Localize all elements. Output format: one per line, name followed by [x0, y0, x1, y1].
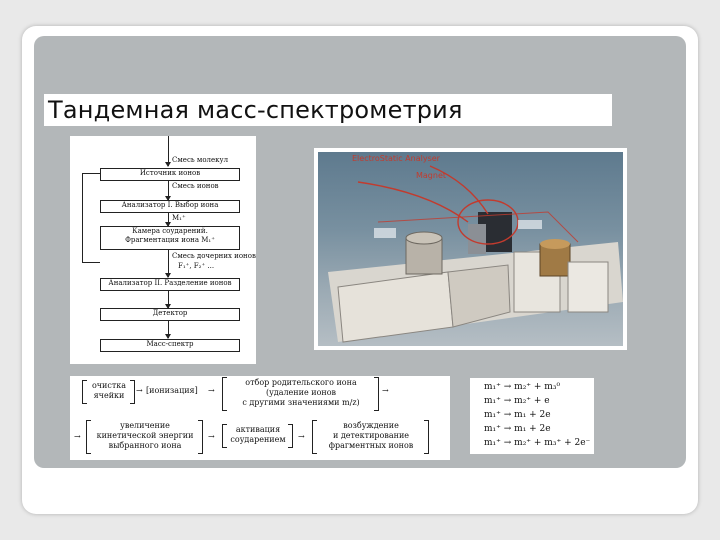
step-activation-1: активация — [235, 425, 281, 434]
label-magnet: Magnet — [416, 171, 447, 180]
step-select-1: отбор родительского иона — [245, 378, 357, 387]
bracket-right — [374, 377, 379, 411]
instrument-image — [318, 152, 623, 346]
box-spectrum: Масс-спектр — [100, 339, 240, 352]
step-excite-1: возбуждение — [343, 421, 399, 430]
equation-2: m₁⁺ → m₂⁺ + e — [484, 396, 550, 406]
page-title: Тандемная масс-спектрометрия — [44, 94, 612, 126]
step-cleaning-2: ячейки — [93, 391, 125, 400]
box-analyzer-2: Анализатор II. Разделение ионов — [100, 278, 240, 291]
equation-1: m₁⁺ → m₂⁺ + m₃⁰ — [484, 382, 561, 392]
arrow-1: → — [136, 386, 143, 395]
instrument-illustration — [318, 152, 623, 346]
label-daughters: Смесь дочерних ионов — [172, 252, 256, 260]
instrument-photo — [314, 148, 627, 350]
reaction-equations — [470, 378, 594, 454]
flow-arrow — [168, 136, 169, 166]
flow-arrow — [168, 290, 169, 308]
vacuum-tick — [82, 262, 100, 263]
step-select-2: (удаление ионов — [265, 388, 337, 397]
vacuum-tick — [82, 173, 100, 174]
arrow-3: → — [382, 386, 389, 395]
step-excite-3: фрагментных ионов — [328, 441, 414, 450]
flowchart — [70, 136, 256, 364]
box-collision-cell — [100, 226, 240, 250]
step-ionization: [ионизация] — [146, 386, 198, 395]
step-increase-1: увеличение — [120, 421, 170, 430]
arrow-6: → — [298, 432, 305, 441]
bracket-right — [288, 424, 293, 448]
label-molecules: Смесь молекул — [172, 156, 229, 164]
step-increase-3: выбранного иона — [108, 441, 182, 450]
arrow-4: → — [74, 432, 81, 441]
flow-arrow — [168, 180, 169, 200]
arrow-5: → — [208, 432, 215, 441]
equation-3: m₁⁺ → m₁ + 2e — [484, 410, 551, 420]
flow-arrow — [168, 320, 169, 338]
bracket-right — [424, 420, 429, 454]
step-activation-2: соударением — [230, 435, 286, 444]
step-select-3: с другими значениями m/z) — [242, 398, 360, 407]
box-detector: Детектор — [100, 308, 240, 321]
flow-arrow — [168, 212, 169, 226]
label-selected-ion: M₁⁺ — [172, 214, 186, 222]
collision-line-2: Фрагментация иона M₁⁺ — [125, 236, 215, 244]
vacuum-line — [82, 173, 83, 263]
box-analyzer-1: Анализатор I. Выбор иона — [100, 200, 240, 213]
equation-4: m₁⁺ → m₁ + 2e — [484, 424, 551, 434]
equation-5: m₁⁺ → m₂⁺ + m₃⁺ + 2e⁻ — [484, 438, 591, 448]
label-daughter-list: F₁⁺, F₂⁺ ... — [178, 262, 215, 270]
bracket-right — [130, 380, 135, 404]
step-excite-2: и детектирование — [332, 431, 410, 440]
step-cleaning-1: очистка — [91, 381, 127, 390]
collision-line-1: Камера соударений. — [132, 227, 208, 235]
box-source: Источник ионов — [100, 168, 240, 181]
flow-arrow — [168, 249, 169, 277]
process-scheme — [70, 376, 450, 460]
bracket-right — [198, 420, 203, 454]
label-electrostatic-analyser: ElectroStatic Analyser — [352, 154, 440, 163]
arrow-2: → — [208, 386, 215, 395]
label-ions: Смесь ионов — [172, 182, 219, 190]
step-increase-2: кинетической энергии — [96, 431, 194, 440]
